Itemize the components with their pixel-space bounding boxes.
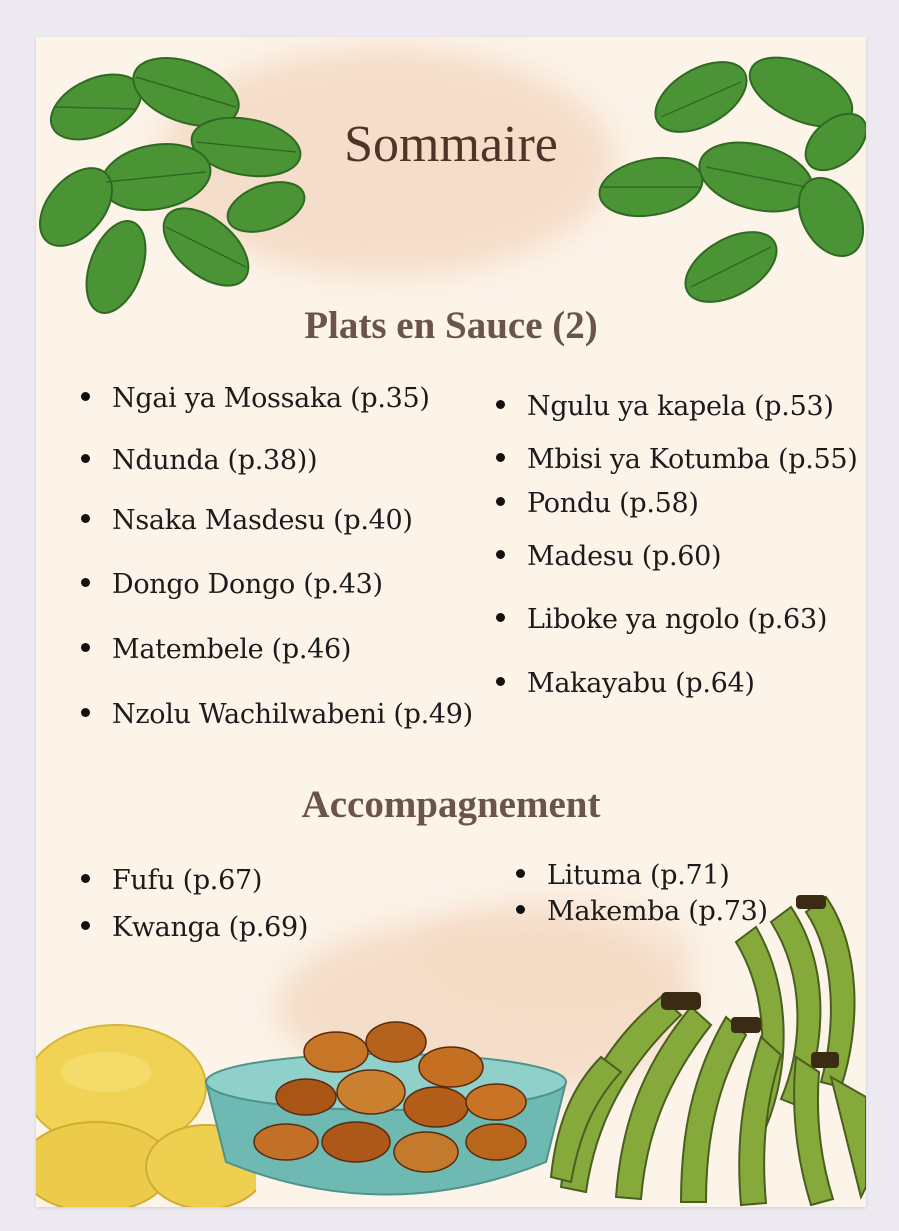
bullet-icon (81, 643, 90, 652)
list-item-label: Matembele (p.46) (112, 634, 352, 665)
list-item (496, 604, 827, 635)
bullet-icon (496, 453, 505, 462)
list-item (496, 541, 721, 572)
bullet-icon (81, 921, 90, 930)
bullet-icon (496, 400, 505, 409)
bullet-icon (496, 550, 505, 559)
list-item (81, 912, 308, 943)
recipe-book-page (36, 37, 866, 1207)
list-item-label: Nzolu Wachilwabeni (p.49) (112, 699, 473, 730)
list-item-label: Liboke ya ngolo (p.63) (527, 604, 828, 635)
list-item-label: Dongo Dongo (p.43) (112, 569, 383, 600)
bullet-icon (496, 497, 505, 506)
list-item (496, 391, 834, 422)
list-item (496, 488, 699, 519)
list-item (496, 668, 755, 699)
list-item (81, 699, 473, 730)
basil-icon (581, 37, 866, 317)
bullet-icon (516, 869, 525, 878)
list-item-label: Pondu (p.58) (527, 488, 699, 519)
list-item (81, 634, 351, 665)
list-item-label: Lituma (p.71) (547, 860, 730, 891)
list-item-label: Madesu (p.60) (527, 541, 722, 572)
bullet-icon (81, 514, 90, 523)
fried-plantain-bowl-icon (196, 1012, 576, 1207)
list-item-label: Nsaka Masdesu (p.40) (112, 505, 413, 536)
bullet-icon (81, 578, 90, 587)
list-item (81, 383, 430, 414)
list-item (81, 569, 383, 600)
list-item (81, 505, 413, 536)
list-item-label: Makayabu (p.64) (527, 668, 755, 699)
bullet-icon (81, 454, 90, 463)
bullet-icon (81, 708, 90, 717)
bullet-icon (496, 677, 505, 686)
list-item (496, 444, 857, 475)
list-item-label: Ngai ya Mossaka (p.35) (112, 383, 430, 414)
list-item (81, 865, 262, 896)
list-item-label: Kwanga (p.69) (112, 912, 309, 943)
bullet-icon (496, 613, 505, 622)
list-item (81, 445, 317, 476)
plantain-bunch-icon (541, 887, 866, 1207)
section-heading-accompagnement: Accompagnement (301, 783, 601, 826)
bullet-icon (516, 905, 525, 914)
section-heading-plats-en-sauce: Plats en Sauce (2) (304, 304, 598, 347)
list-item-label: Fufu (p.67) (112, 865, 263, 896)
list-item-label: Ndunda (p.38)) (112, 445, 318, 476)
list-item-label: Mbisi ya Kotumba (p.55) (527, 444, 858, 475)
list-item-label: Ngulu ya kapela (p.53) (527, 391, 834, 422)
basil-icon (36, 37, 326, 337)
bullet-icon (81, 392, 90, 401)
bullet-icon (81, 874, 90, 883)
list-item-label: Makemba (p.73) (547, 896, 768, 927)
page-title: Sommaire (344, 116, 558, 173)
